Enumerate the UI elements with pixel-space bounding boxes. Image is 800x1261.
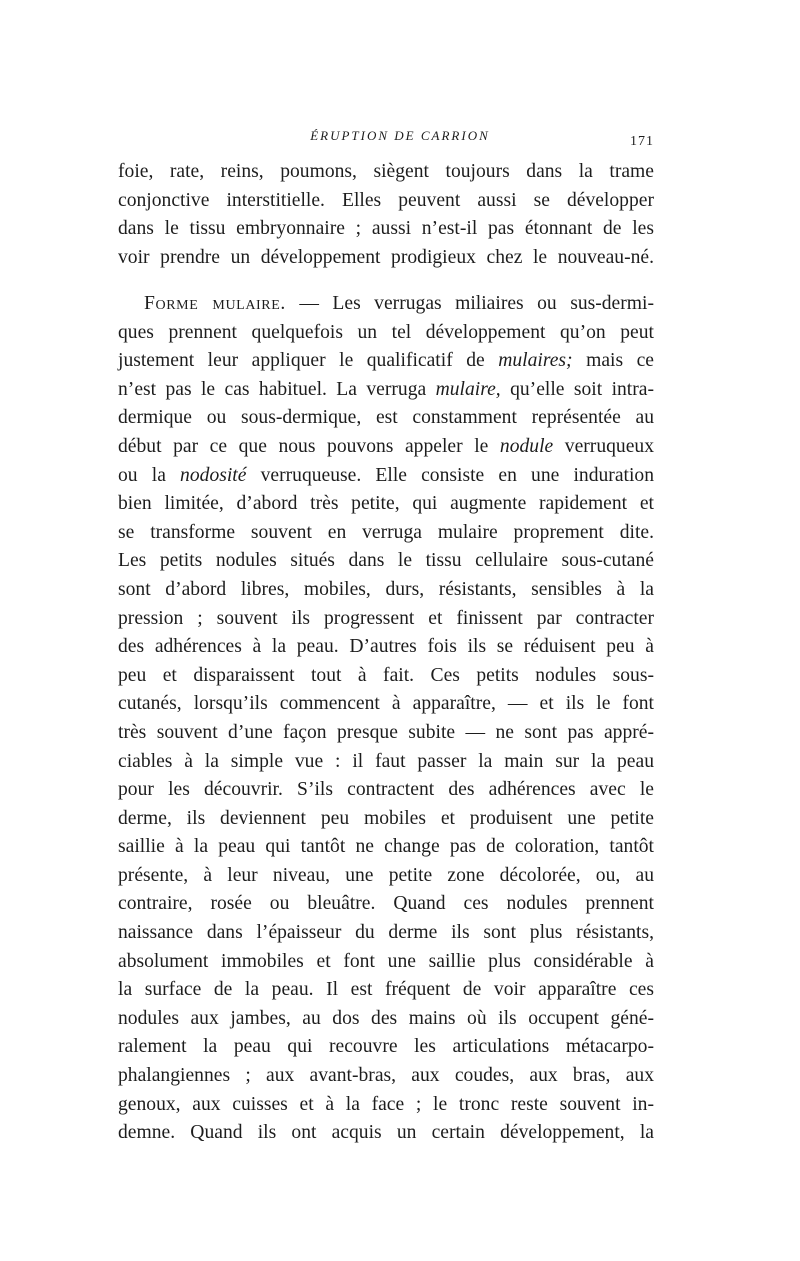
text-line: ques prennent quelquefois un tel développement qu’on peut: [118, 321, 654, 343]
text-line: [118, 376, 654, 405]
text-line: bien limitée, d’abord très petite, qui augmente rapidement et: [118, 493, 654, 515]
text-line: se transforme souvent en verruga mulaire proprement dite.: [118, 521, 654, 543]
text-line: très souvent d’une façon presque subite — ne sont pas appré-: [118, 721, 654, 743]
text-line: dans le tissu embryonnaire ; aussi n’est-il pas étonnant de les: [118, 218, 654, 240]
text-line: voir prendre un développement prodigieux chez le nouveau-né.: [118, 246, 654, 268]
running-head: [0, 128, 800, 150]
italic-term: mulaires;: [498, 350, 573, 372]
paragraph-1: [118, 158, 654, 272]
text-line: conjonctive interstitielle. Elles peuvent aussi se développer: [118, 189, 654, 211]
text-line: [118, 290, 654, 319]
text-line: foie, rate, reins, poumons, siègent toujours dans la trame: [118, 161, 654, 182]
text-fragment: n’est pas le cas habituel. La verruga: [118, 378, 436, 400]
text-fragment: — Les verrugas miliaires ou sus-dermi-: [285, 293, 654, 314]
text-line: [118, 433, 654, 462]
text-line: naissance dans l’épaisseur du derme ils sont plus résistants,: [118, 922, 654, 944]
text-line: ralement la peau qui recouvre les articulations métacarpo-: [118, 1036, 654, 1058]
text-line: pour les découvrir. S’ils contractent des adhérences avec le: [118, 779, 654, 801]
text-fragment: verruqueuse. Elle consiste en une induration: [246, 464, 655, 486]
italic-term: nodule: [499, 435, 554, 457]
text-line: contraire, rosée ou bleuâtre. Quand ces nodules prennent: [118, 893, 654, 915]
running-title: ÉRUPTION DE CARRION: [310, 128, 490, 143]
text-line: des adhérences à la peau. D’autres fois ils se réduisent peu à: [118, 636, 654, 658]
text-line: derme, ils deviennent peu mobiles et produisent une petite: [118, 807, 654, 829]
text-line: saillie à la peau qui tantôt ne change pas de coloration, tantôt: [118, 836, 654, 858]
text-fragment: verruqueux: [553, 435, 654, 457]
text-line: phalangiennes ; aux avant-bras, aux coudes, aux bras, aux: [118, 1065, 654, 1087]
italic-term: mulaire,: [435, 378, 501, 400]
text-line: cutanés, lorsqu’ils commencent à apparaître, — et ils le font: [118, 693, 654, 715]
text-line: [118, 462, 654, 491]
section-heading: Forme mulaire.: [144, 293, 286, 314]
paragraph-forme-mulaire: [118, 290, 654, 1148]
text-line: pression ; souvent ils progressent et finissent par contracter: [118, 607, 654, 629]
text-line: Les petits nodules situés dans le tissu cellulaire sous-cutané: [118, 550, 654, 572]
text-line: la surface de la peau. Il est fréquent de voir apparaître ces: [118, 979, 654, 1001]
text-line: nodules aux jambes, au dos des mains où ils occupent géné-: [118, 1007, 654, 1029]
text-fragment: qu’elle soit intra-: [500, 378, 654, 400]
text-line: ciables à la simple vue : il faut passer la main sur la peau: [118, 750, 654, 772]
text-line: genoux, aux cuisses et à la face ; le tronc reste souvent in-: [118, 1093, 654, 1115]
text-fragment: mais ce: [572, 350, 654, 372]
text-fragment: début par ce que nous pouvons appeler le: [118, 435, 500, 457]
text-line: peu et disparaissent tout à fait. Ces petits nodules sous-: [118, 664, 654, 686]
text-fragment: ou la: [118, 464, 181, 486]
text-line: dermique ou sous-dermique, est constamment représentée au: [118, 407, 654, 429]
text-line: [118, 347, 654, 376]
text-line: absolument immobiles et font une saillie plus considérable à: [118, 950, 654, 972]
text-line: présente, à leur niveau, une petite zone décolorée, ou, au: [118, 864, 654, 886]
text-fragment: justement leur appliquer le qualificatif de: [118, 350, 499, 372]
text-line: sont d’abord libres, mobiles, durs, résistants, sensibles à la: [118, 578, 654, 600]
text-line: demne. Quand ils ont acquis un certain développement, la: [118, 1122, 654, 1144]
italic-term: nodosité: [180, 464, 247, 486]
page-number: 171: [630, 134, 654, 149]
